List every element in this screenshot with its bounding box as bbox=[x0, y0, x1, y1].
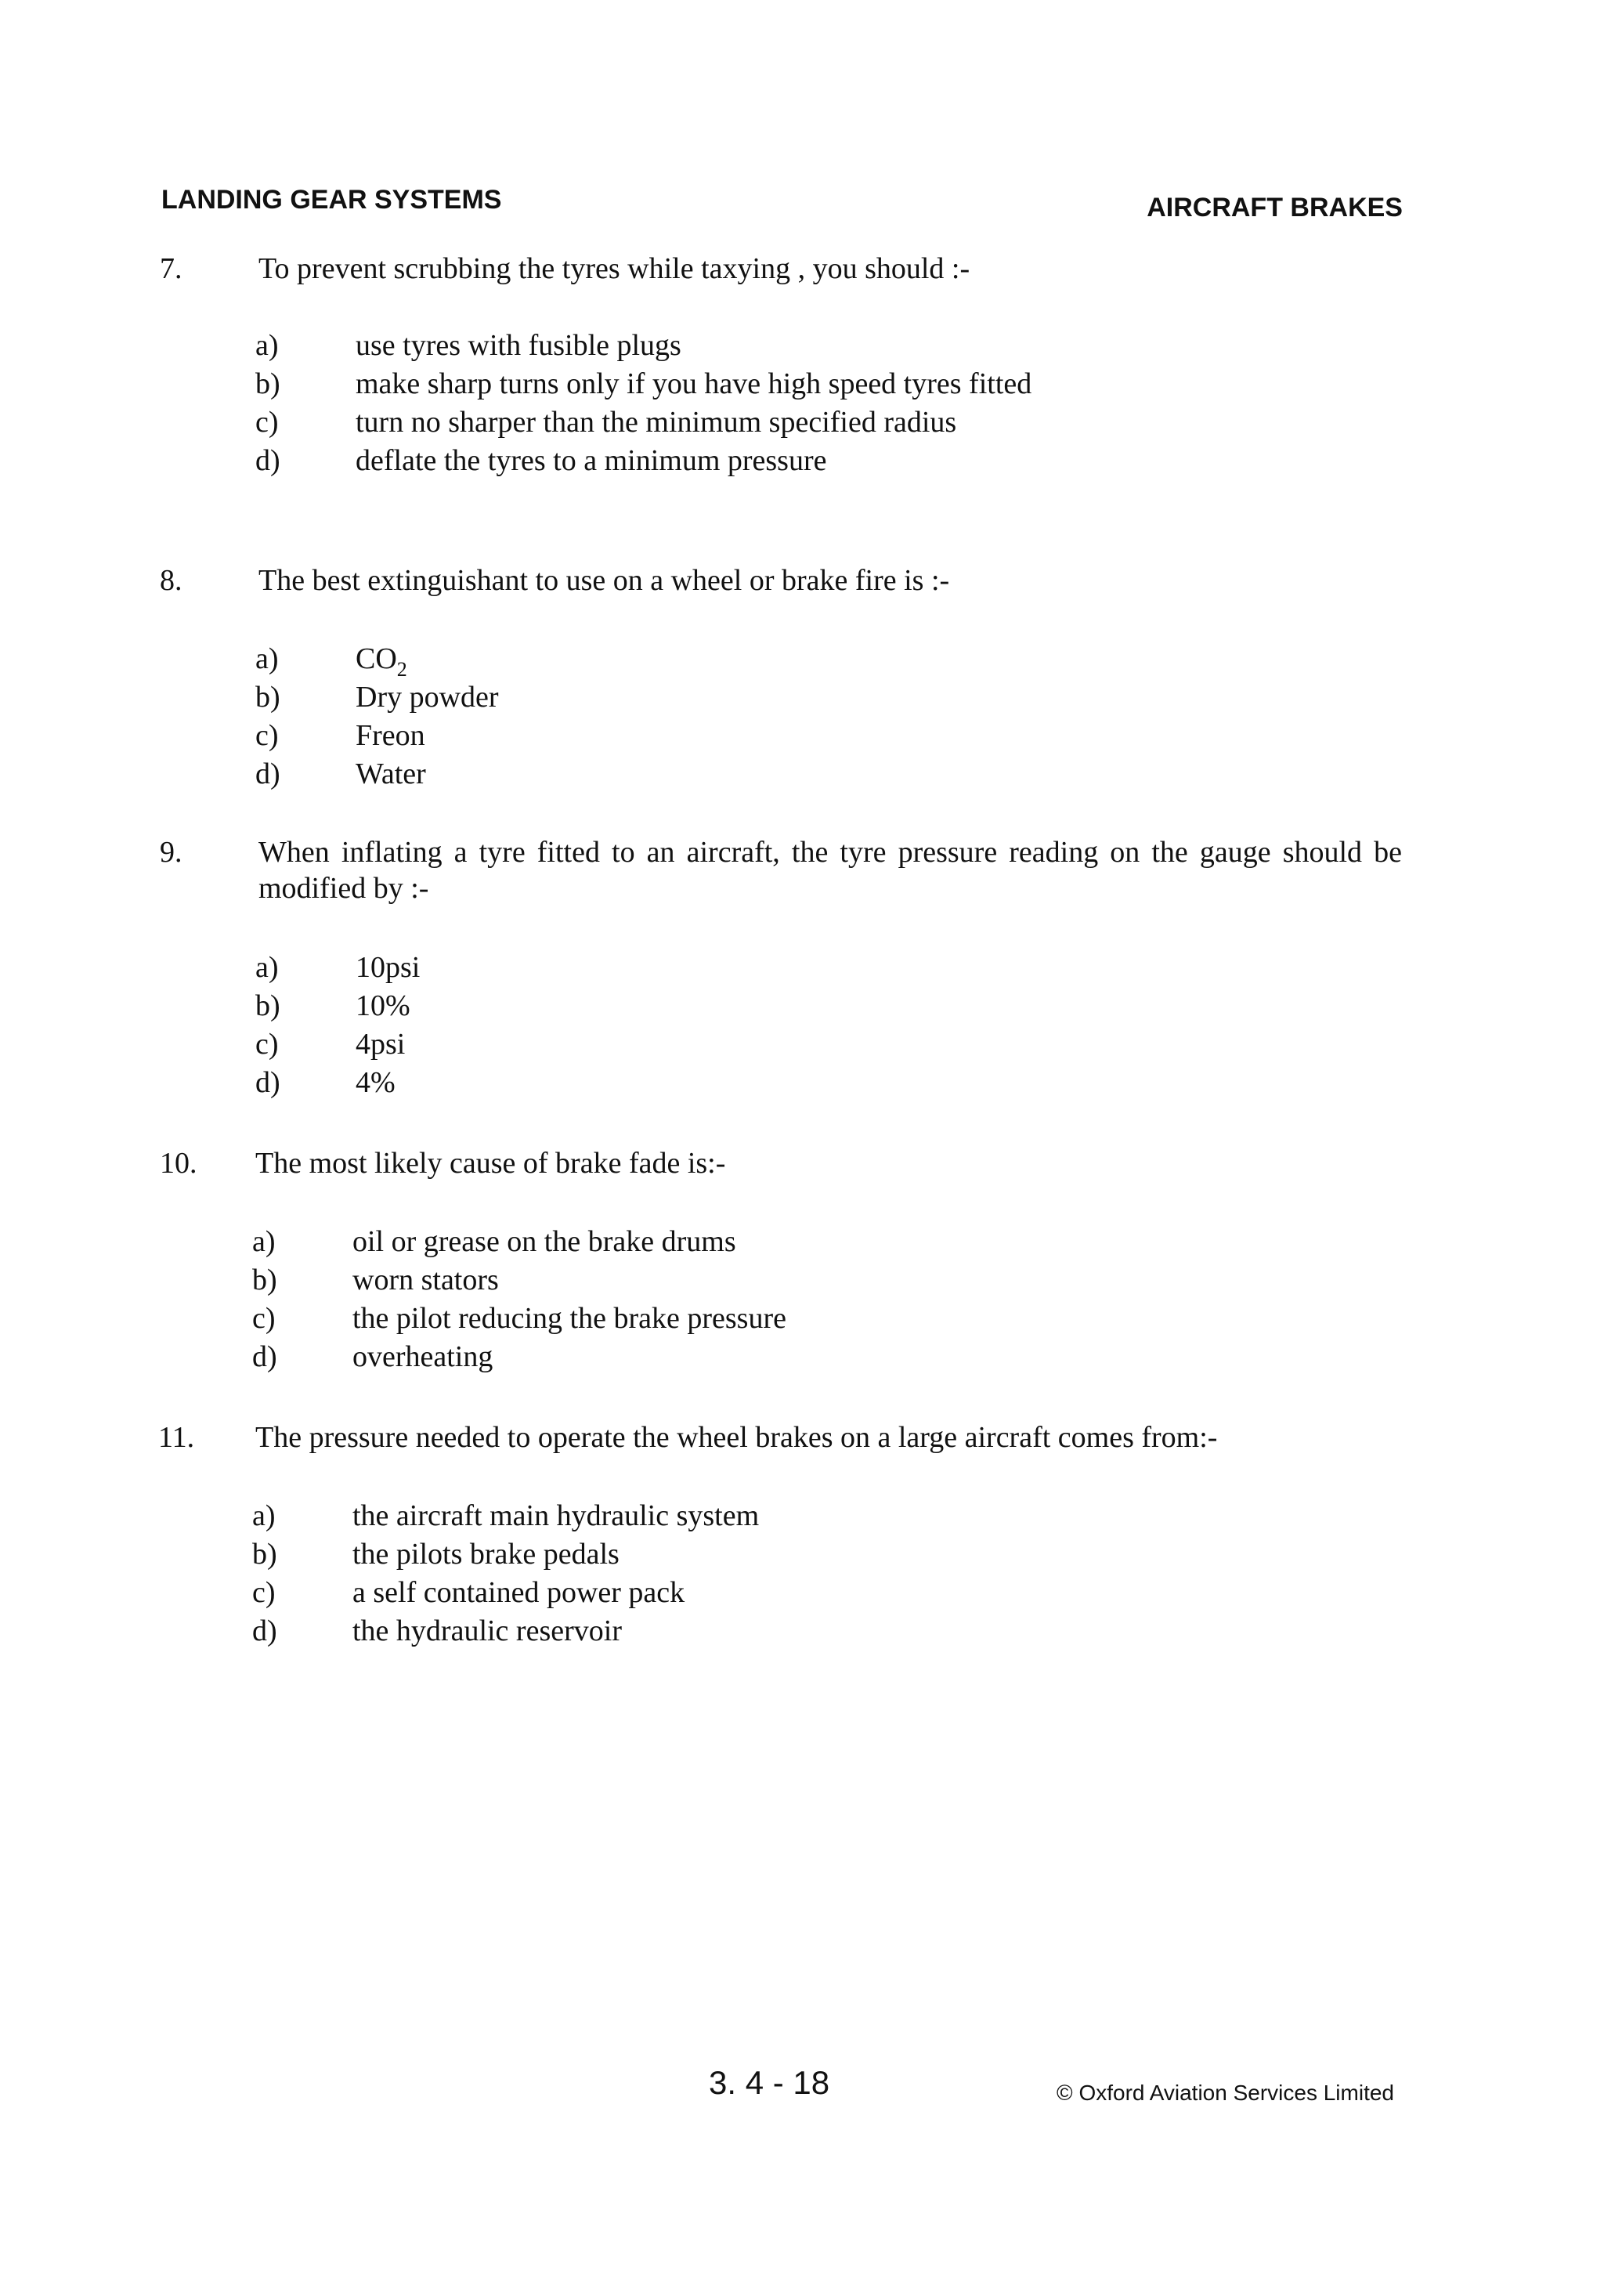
option-label: b) bbox=[252, 1538, 277, 1571]
question-number: 10. bbox=[160, 1147, 197, 1180]
question-number: 9. bbox=[160, 836, 182, 869]
question-text: The best extinguishant to use on a wheel or brake fire is :- bbox=[258, 564, 950, 597]
option-text: oil or grease on the brake drums bbox=[352, 1225, 736, 1258]
option-label: b) bbox=[255, 367, 280, 400]
option-label: b) bbox=[252, 1264, 277, 1296]
question-text: When inflating a tyre fitted to an aircraft, the tyre pressure reading on the gauge should be modified by :- bbox=[258, 836, 1402, 905]
option-text: turn no sharper than the minimum specified radius bbox=[356, 406, 957, 439]
option-label: a) bbox=[255, 329, 279, 362]
option-text: worn stators bbox=[352, 1264, 499, 1296]
option-label: a) bbox=[252, 1499, 276, 1532]
chemical-formula: CO bbox=[356, 642, 397, 675]
option-text: 4% bbox=[356, 1066, 396, 1099]
option-text: the pilot reducing the brake pressure bbox=[352, 1302, 786, 1335]
question-text: The pressure needed to operate the wheel brakes on a large aircraft comes from:- bbox=[255, 1421, 1218, 1454]
option-text: a self contained power pack bbox=[352, 1576, 685, 1609]
option-text: the pilots brake pedals bbox=[352, 1538, 620, 1571]
option-label: c) bbox=[255, 1028, 279, 1061]
option-text: make sharp turns only if you have high speed tyres fitted bbox=[356, 367, 1032, 400]
option-label: b) bbox=[255, 989, 280, 1022]
option-label: c) bbox=[255, 719, 279, 752]
option-text: the hydraulic reservoir bbox=[352, 1614, 622, 1647]
option-label: a) bbox=[255, 642, 279, 675]
question-text: To prevent scrubbing the tyres while taxying , you should :- bbox=[258, 252, 970, 285]
option-text: Water bbox=[356, 757, 426, 790]
option-label: a) bbox=[252, 1225, 276, 1258]
question-text: The most likely cause of brake fade is:- bbox=[255, 1147, 726, 1180]
option-label: c) bbox=[252, 1302, 276, 1335]
option-text: use tyres with fusible plugs bbox=[356, 329, 681, 362]
question-number: 8. bbox=[160, 564, 182, 597]
option-text: 10psi bbox=[356, 951, 421, 984]
option-label: d) bbox=[255, 1066, 280, 1099]
option-text bbox=[356, 641, 407, 680]
option-label: d) bbox=[255, 757, 280, 790]
option-label: b) bbox=[255, 681, 280, 714]
option-label: a) bbox=[255, 951, 279, 984]
header-chapter-title: AIRCRAFT BRAKES bbox=[1147, 193, 1403, 222]
page-number: 3. 4 - 18 bbox=[709, 2064, 830, 2101]
option-label: d) bbox=[252, 1614, 277, 1647]
option-text: the aircraft main hydraulic system bbox=[352, 1499, 760, 1532]
option-text: overheating bbox=[352, 1340, 493, 1373]
formula-subscript: 2 bbox=[396, 658, 407, 681]
option-text: 10% bbox=[356, 989, 410, 1022]
copyright-notice: © Oxford Aviation Services Limited bbox=[1057, 2081, 1394, 2105]
question-number: 11. bbox=[158, 1421, 195, 1454]
option-text: Freon bbox=[356, 719, 425, 752]
question-number: 7. bbox=[160, 252, 182, 285]
option-label: c) bbox=[255, 406, 279, 439]
option-text: deflate the tyres to a minimum pressure bbox=[356, 444, 827, 477]
option-label: c) bbox=[252, 1576, 276, 1609]
header-section-title: LANDING GEAR SYSTEMS bbox=[161, 185, 502, 215]
option-label: d) bbox=[252, 1340, 277, 1373]
option-text: Dry powder bbox=[356, 681, 499, 714]
option-text: 4psi bbox=[356, 1028, 406, 1061]
option-label: d) bbox=[255, 444, 280, 477]
